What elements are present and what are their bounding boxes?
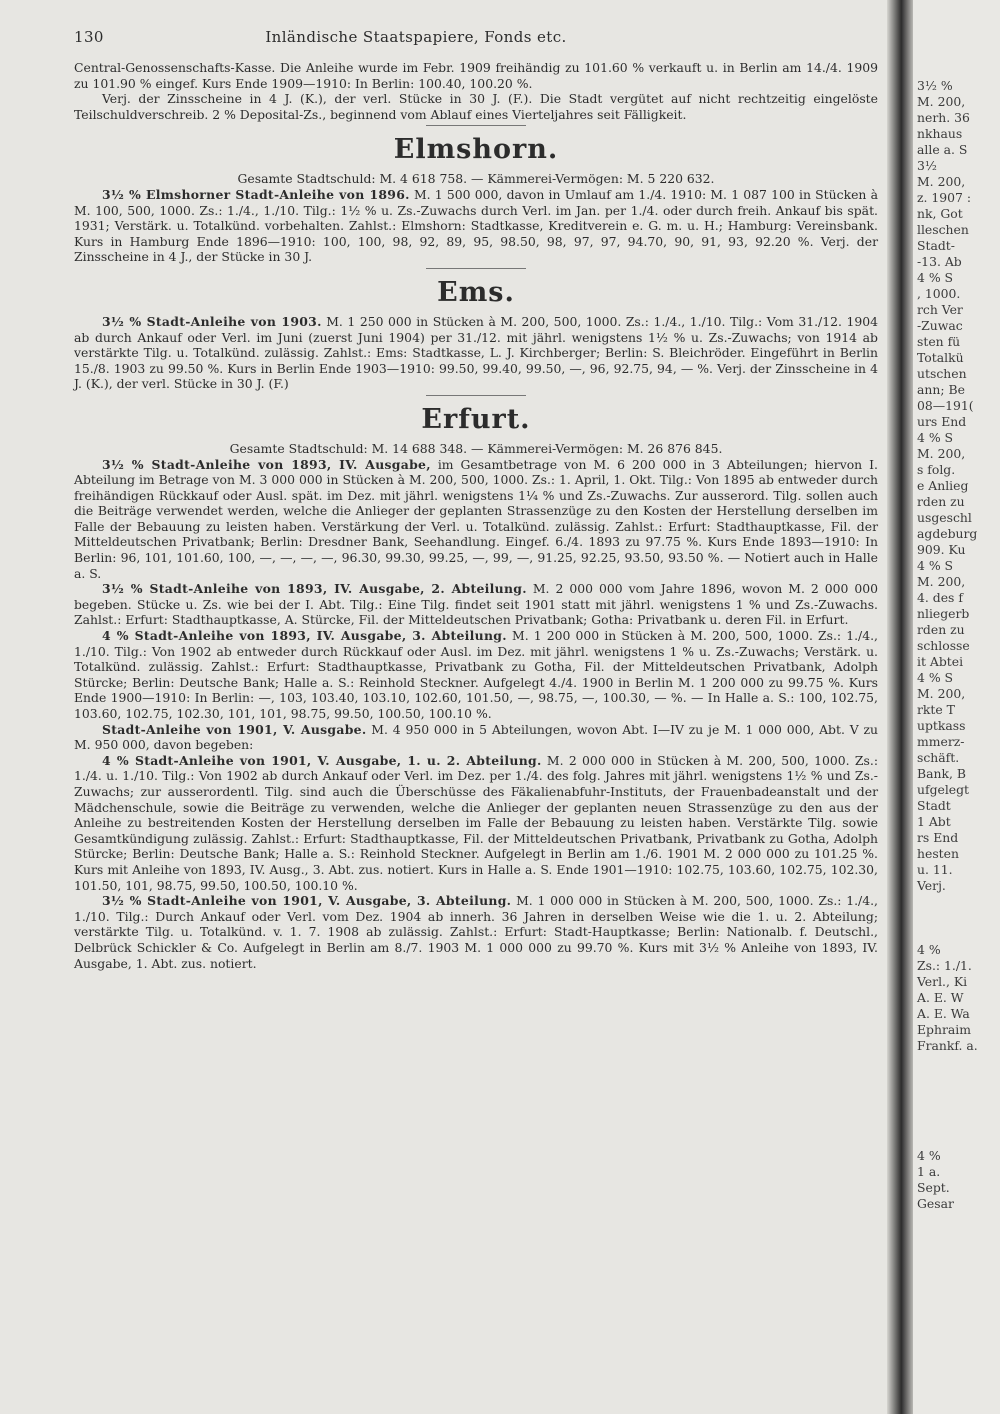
facing-page-text: A. E. W — [917, 990, 964, 1005]
facing-page-text: A. E. Wa — [917, 1006, 970, 1021]
section-divider — [426, 268, 526, 269]
facing-page-text: Stadt — [917, 798, 951, 813]
facing-page-text: 4. des f — [917, 590, 963, 605]
facing-page-text: Bank, B — [917, 766, 966, 781]
page-body — [74, 28, 878, 971]
loan-entry — [74, 628, 878, 722]
facing-page-text: urs End — [917, 414, 967, 429]
facing-page-text: 4 % S — [917, 670, 954, 685]
facing-page-text: 08—191( — [917, 398, 974, 413]
facing-page-text: Ephraim — [917, 1022, 971, 1037]
loan-entry — [74, 581, 878, 628]
facing-page-text: Gesar — [917, 1196, 954, 1211]
facing-page-text: e Anlieg — [917, 478, 969, 493]
facing-page-text: 1 a. — [917, 1164, 941, 1179]
facing-page-text: -13. Ab — [917, 254, 962, 269]
facing-page-text: M. 200, — [917, 446, 966, 461]
facing-page-text: schäft. — [917, 750, 960, 765]
loan-title: Stadt-Anleihe von 1901, V. Ausgabe. — [102, 721, 367, 737]
loan-text: M. 1 250 000 in Stücken à M. 200, 500, 1000. Zs.: 1./4., 1./10. Tilg.: Vom 31./12. 1904 ab durch Ankauf oder Verl. im Juni (zuerst Juni 1904) per 31./12. mit jährl. wenigstens 1½ % u. Zs.-Zuwachs; von 1914 ab verstärkte Tilg. u. Totalkünd. zulässig. Zahlst.: Ems: Stadtkasse, L. J. Kirchberger; Berlin: S. Bleichröder. Eingeführt in Berlin 15./8. 1903 zu 99.50 %. Kurs in Berlin Ende 1903—1910: 99.50, 99.40, 99.50, —, 96, 92.75, 94, — %. Verj. der Zinsscheine in 4 J. (K.), der verl. Stücke in 30 J. (F.) — [74, 313, 878, 392]
book-gutter — [887, 0, 913, 1414]
facing-page-text: z. 1907 : — [917, 190, 972, 205]
section-heading-ems: Ems. — [437, 276, 515, 308]
facing-page-text: schlosse — [917, 638, 970, 653]
facing-page-text: alle a. S — [917, 142, 968, 157]
facing-page-text: agdeburg — [917, 526, 978, 541]
facing-page-text: Sept. — [917, 1180, 950, 1195]
facing-page-text: nerh. 36 — [917, 110, 970, 125]
facing-page-text: utschen — [917, 366, 967, 381]
facing-page-text: rs End — [917, 830, 959, 845]
loan-text: M. 1 500 000, davon in Umlauf am 1./4. 1910: M. 1 087 100 in Stücken à M. 100, 500, 1000. Zs.: 1./4., 1./10. Tilg.: 1½ % u. Zs.-Zuwachs durch Verl. im Jan. per 1./4. oder durch freih. Ankauf bis spät. 1931; Verstärk. u. Totalkünd. vorbehalten. Zahlst.: Elmshorn: Stadtkasse, Kreditverein e. G. m. u. H.; Hamburg: Vereinsbank. Kurs in Hamburg Ende 1896—1910: 100, 100, 98, 92, 89, 95, 98.50, 98, 97, 97, 94.70, 90, 91, 93, 92.20 %. Verj. der Zinsscheine in 4 J., der Stücke in 30 J. — [74, 186, 878, 265]
facing-page-text: uptkass — [917, 718, 966, 733]
intro-paragraph: Central-Genossenschafts-Kasse. Die Anleihe wurde im Febr. 1909 freihändig zu 101.60 % verkauft u. in Berlin am 14./4. 1909 zu 101.90 % eingef. Kurs Ende 1909—1910: In Berlin: 100.40, 100.20 %. — [74, 60, 878, 91]
facing-page-text: -Zuwac — [917, 318, 963, 333]
facing-page-text: 3½ % — [917, 78, 953, 93]
loan-text: M. 1 000 000 in Stücken à M. 200, 500, 1000. Zs.: 1./4., 1./10. Tilg.: Durch Ankauf oder Verl. vom Dez. 1904 ab innerh. 36 Jahren in derselben Weise wie die 1. u. 2. Abteilung; verstärkte Tilg. u. Totalkünd. v. 1. 7. 1908 ab zulässig. Zahlst.: Erfurt: Stadt-Hauptkasse; Berlin: Nationalb. f. Deutschl., Delbrück Schickler & Co. Aufgelegt in Berlin am 8./7. 1903 M. 1 000 000 zu 99.70 %. Kurs mit 3½ % Anleihe von 1893, IV. Ausgabe, 1. Abt. zus. notiert. — [74, 893, 878, 971]
facing-page-text: 4 % — [917, 942, 941, 957]
section-heading-erfurt: Erfurt. — [421, 403, 531, 435]
loan-text: M. 2 000 000 vom Jahre 1896, wovon M. 2 000 000 begeben. Stücke u. Zs. wie bei der I. Abt. Tilg.: Eine Tilg. findet seit 1901 statt mit jährl. wenigstens 1 % und Zs.-Zuwachs. Zahlst.: Erfurt: Stadthauptkasse, A. Stürcke, Fil. der Mitteldeutschen Privatbank; Gotha: Privatbank u. deren Fil. in Erfurt. — [74, 581, 878, 628]
loan-title: 3½ % Stadt-Anleihe von 1893, IV. Ausgabe, 2. Abteilung. — [102, 581, 527, 597]
facing-page-text: M. 200, — [917, 574, 966, 589]
facing-page-text: ann; Be — [917, 382, 965, 397]
page-number: 130 — [74, 28, 104, 46]
loan-title: 3½ % Stadt-Anleihe von 1893, IV. Ausgabe, — [102, 456, 431, 472]
facing-page-fragment — [913, 0, 1000, 1414]
facing-page-text: 4 % — [917, 1148, 941, 1163]
facing-page-text: s folg. — [917, 462, 956, 477]
loan-entry — [74, 722, 878, 753]
facing-page-text: Verl., Ki — [917, 974, 968, 989]
facing-page-text: 4 % S — [917, 558, 954, 573]
facing-page-text: Frankf. a. — [917, 1038, 978, 1053]
facing-page-text: M. 200, — [917, 94, 966, 109]
facing-page-text: ufgelegt — [917, 782, 970, 797]
page-header — [74, 28, 878, 60]
loan-entry — [74, 753, 878, 893]
section-divider — [426, 125, 526, 126]
debt-summary: Gesamte Stadtschuld: M. 14 688 348. — Kämmerei-Vermögen: M. 26 876 845. — [229, 440, 723, 456]
loan-title: 3½ % Elmshorner Stadt-Anleihe von 1896. — [102, 186, 410, 202]
facing-page-text: sten fü — [917, 334, 961, 349]
facing-page-text: 4 % S — [917, 430, 954, 445]
facing-page-text: usgeschl — [917, 510, 972, 525]
facing-page-text: Stadt- — [917, 238, 955, 253]
facing-page-text: Verj. — [917, 878, 946, 893]
facing-page-text: u. 11. — [917, 862, 953, 877]
facing-page-text: nliegerb — [917, 606, 970, 621]
loan-entry — [74, 187, 878, 265]
loan-title: 4 % Stadt-Anleihe von 1901, V. Ausgabe, 1. u. 2. Abteilung. — [102, 752, 542, 768]
facing-page-text: rden zu — [917, 494, 965, 509]
loan-text: M. 1 200 000 in Stücken à M. 200, 500, 1000. Zs.: 1./4., 1./10. Tilg.: Von 1902 ab entweder durch Rückkauf oder Ausl. im Dez. mit jährl. wenigstens 1 % u. Zs.-Zuwachs; Verstärk. u. Totalkünd. zulässig. Zahlst.: Erfurt: Stadthauptkasse, Privatbank zu Gotha, Fil. der Mitteldeutschen Privatbank, Adolph Stürcke; Berlin: Deutsche Bank; Halle a. S.: Reinhold Steckner. Aufgelegt 4./4. 1900 in Berlin M. 1 200 000 zu 99.75 %. Kurs Ende 1900—1910: In Berlin: —, 103, 103.40, 103.10, 102.60, 101.50, —, 98.75, —, 100.30, — %. — In Halle a. S.: 100, 102.75, 103.60, 102.75, 102.30, 101, 101, 98.75, 99.50, 100.50, 100.10 %. — [74, 628, 878, 721]
facing-page-text: Totalkü — [917, 350, 964, 365]
facing-page-text: it Abtei — [917, 654, 964, 669]
facing-page-text: Zs.: 1./1. — [917, 958, 972, 973]
loan-title: 4 % Stadt-Anleihe von 1893, IV. Ausgabe, 3. Abteilung. — [102, 628, 507, 644]
facing-page-text: 3½ — [917, 158, 937, 173]
loan-text: M. 2 000 000 in Stücken à M. 200, 500, 1000. Zs.: 1./4. u. 1./10. Tilg.: Von 1902 ab durch Ankauf oder Verl. im Dez. per 1./4. des folg. Jahres mit jährl. wenigstens 1½ % und Zs.-Zuwachs; zur ausserordentl. Tilg. sind auch die Überschüsse des Fäkalienabfuhr-Instituts, der Frauenbadeanstalt und der Mädchenschule, sowie die Beiträge zu verwenden, welche die Anlieger der geplanten neuen Strassenzüge zu den aus der Anleihe zu bestreitenden Kosten der Herstellung derselben im Falle der Bebauung zu leisten haben. Verstärkte Tilg. sowie Gesamtkündigung zulässig. Zahlst.: Erfurt: Stadthauptkasse, Fil. der Mitteldeutschen Privatbank, Privatbank zu Gotha, Adolph Stürcke; Berlin: Deutsche Bank; Halle a. S.: Reinhold Steckner. Aufgelegt in Berlin am 1./6. 1901 M. 2 000 000 zu 101.25 %. Kurs mit Anleihe von 1893, IV. Ausg., 3. Abt. zus. notiert. Kurs in Halle a. S. Ende 1901—1910: 102.75, 103.60, 102.75, 102.30, 101.50, 101, 98.75, 99.50, 100.50, 100.10 %. — [74, 752, 878, 893]
facing-page-text: , 1000. — [917, 286, 961, 301]
loan-title: 3½ % Stadt-Anleihe von 1903. — [102, 313, 322, 329]
intro-paragraph: Verj. der Zinsscheine in 4 J. (K.), der verl. Stücke in 30 J. (F.). Die Stadt vergütet auf nicht rechtzeitig eingelöste Teilschuldverschreib. 2 % Deposital-Zs., beginnend vom Ablauf eines Vierteljahres seit Fälligkeit. — [74, 91, 878, 122]
facing-page-text: hesten — [917, 846, 959, 861]
loan-text: M. 4 950 000 in 5 Abteilungen, wovon Abt. I—IV zu je M. 1 000 000, Abt. V zu M. 950 000, davon begeben: — [74, 721, 878, 753]
loan-text: im Gesamtbetrage von M. 6 200 000 in 3 Abteilungen; hiervon I. Abteilung im Betrage von M. 3 000 000 in Stücken à M. 200, 500, 1000. Zs.: 1. April, 1. Okt. Tilg.: Von 1895 ab entweder durch freihändigen Rückkauf oder Ausl. spät. im Dez. mit jährl. wenigstens 1¼ % und Zs.-Zuwachs. Zur ausserord. Tilg. sollen auch die Beiträge verwendet werden, welche die Anlieger der geplanten Strassenzüge zu den Kosten der Herstellung derselben im Falle der Bebauung zu leisten haben. Verstärkung der Verl. u. Totalkünd. zulässig. Zahlst.: Erfurt: Stadthauptkasse, Fil. der Mitteldeutschen Privatbank; Berlin: Dresdner Bank, Seehandlung. Eingef. 6./4. 1893 zu 97.75 %. Kurs Ende 1893—1910: In Berlin: 96, 101, 101.60, 100, —, —, —, —, 96.30, 99.30, 99.25, —, 99, —, 91.25, 92.25, 93.50, 93.50 %. — Notiert auch in Halle a. S. — [74, 456, 878, 581]
section-divider — [426, 395, 526, 396]
facing-page-text: rden zu — [917, 622, 965, 637]
loan-title: 3½ % Stadt-Anleihe von 1901, V. Ausgabe, 3. Abteilung. — [102, 893, 512, 909]
facing-page-text: lleschen — [917, 222, 969, 237]
facing-page-text: 909. Ku — [917, 542, 966, 557]
facing-page-text: nk, Got — [917, 206, 963, 221]
facing-page-text: rkte T — [917, 702, 955, 717]
facing-page-text: rch Ver — [917, 302, 963, 317]
debt-summary: Gesamte Stadtschuld: M. 4 618 758. — Kämmerei-Vermögen: M. 5 220 632. — [237, 171, 715, 187]
facing-page-text: mmerz- — [917, 734, 965, 749]
running-title: Inländische Staatspapiere, Fonds etc. — [265, 28, 567, 46]
facing-page-text: M. 200, — [917, 686, 966, 701]
section-heading-elmshorn: Elmshorn. — [393, 134, 559, 166]
facing-page-text: 4 % S — [917, 270, 954, 285]
loan-entry — [74, 457, 878, 582]
loan-entry — [74, 314, 878, 392]
loan-entry — [74, 893, 878, 971]
facing-page-text: nkhaus — [917, 126, 963, 141]
facing-page-text: 1 Abt — [917, 814, 951, 829]
facing-page-text: M. 200, — [917, 174, 966, 189]
